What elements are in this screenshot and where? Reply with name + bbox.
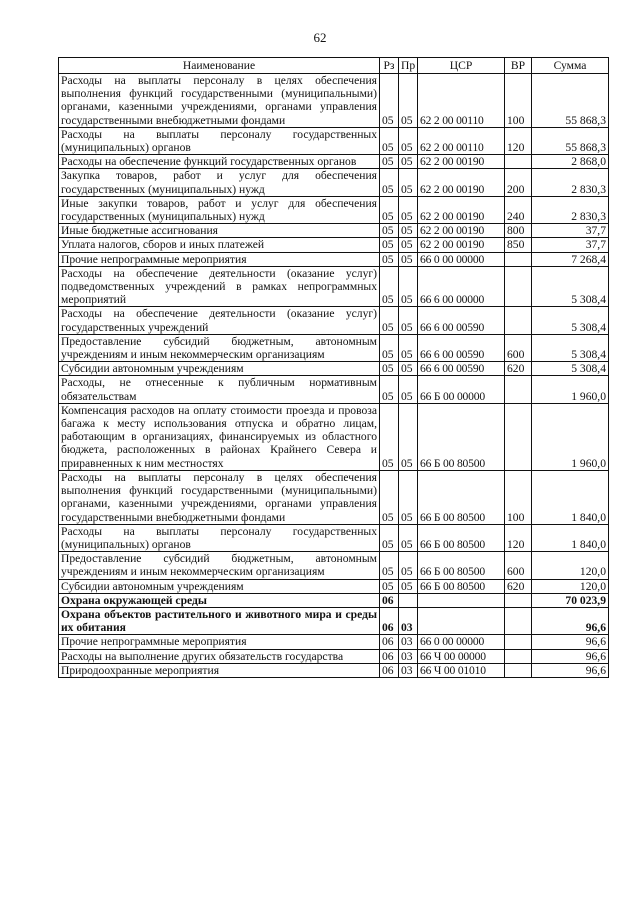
row-csr: 66 Б 00 80500 — [418, 579, 505, 593]
table-row — [59, 663, 609, 677]
table-row — [59, 593, 609, 607]
row-sum: 96,6 — [532, 607, 609, 634]
table-row — [59, 649, 609, 663]
row-csr: 62 2 00 00110 — [418, 74, 505, 128]
row-vr: 620 — [505, 579, 532, 593]
row-pr: 05 — [399, 334, 418, 361]
row-name: Расходы на обеспечение функций государственных органов — [59, 155, 380, 169]
row-pr: 05 — [399, 579, 418, 593]
row-sum: 96,6 — [532, 635, 609, 649]
row-vr — [505, 403, 532, 470]
row-csr: 62 2 00 00190 — [418, 169, 505, 196]
row-sum: 96,6 — [532, 649, 609, 663]
row-pr: 03 — [399, 607, 418, 634]
row-vr — [505, 649, 532, 663]
row-pr: 03 — [399, 649, 418, 663]
table-row — [59, 74, 609, 128]
row-pr: 05 — [399, 376, 418, 403]
table-row — [59, 524, 609, 551]
row-sum: 1 960,0 — [532, 376, 609, 403]
table-row — [59, 635, 609, 649]
header-vr: ВР — [505, 58, 532, 74]
table-row — [59, 552, 609, 579]
row-name: Компенсация расходов на оплату стоимости проезда и провоза багажа к месту использования отпуска и обратно лицам, работающим в организациях, финансируемых из областного бюджета, расположенных в районах Крайнего Севера и приравненных к ним местностях — [59, 403, 380, 470]
row-pr: 05 — [399, 470, 418, 524]
row-rz: 05 — [380, 74, 399, 128]
row-vr: 600 — [505, 552, 532, 579]
row-vr: 200 — [505, 169, 532, 196]
table-row — [59, 607, 609, 634]
row-csr: 62 2 00 00190 — [418, 155, 505, 169]
row-sum: 1 960,0 — [532, 403, 609, 470]
row-name: Расходы на выплаты персоналу в целях обеспечения выполнения функций государственными (муниципальными) органами, казенными учреждениями, органами управления государственными внебюджетными фондами — [59, 74, 380, 128]
row-pr — [399, 593, 418, 607]
row-vr — [505, 607, 532, 634]
table-body — [59, 74, 609, 678]
row-sum: 120,0 — [532, 552, 609, 579]
row-csr: 66 Б 00 80500 — [418, 552, 505, 579]
table-row — [59, 403, 609, 470]
row-sum: 55 868,3 — [532, 127, 609, 154]
row-name: Расходы на выполнение других обязательств государства — [59, 649, 380, 663]
row-name: Расходы на обеспечение деятельности (оказание услуг) государственных учреждений — [59, 307, 380, 334]
row-vr: 600 — [505, 334, 532, 361]
row-sum: 1 840,0 — [532, 524, 609, 551]
row-vr: 120 — [505, 524, 532, 551]
row-sum: 7 268,4 — [532, 252, 609, 266]
row-rz: 05 — [380, 470, 399, 524]
row-name: Расходы, не отнесенные к публичным нормативным обязательствам — [59, 376, 380, 403]
row-csr: 66 6 00 00590 — [418, 307, 505, 334]
row-sum: 5 308,4 — [532, 334, 609, 361]
row-name: Охрана окружающей среды — [59, 593, 380, 607]
row-pr: 05 — [399, 127, 418, 154]
row-sum: 5 308,4 — [532, 362, 609, 376]
row-rz: 05 — [380, 196, 399, 223]
row-rz: 05 — [380, 524, 399, 551]
row-name: Иные закупки товаров, работ и услуг для обеспечения государственных (муниципальных) нужд — [59, 196, 380, 223]
row-name: Предоставление субсидий бюджетным, автономным учреждениям и иным некоммерческим организациям — [59, 334, 380, 361]
row-rz: 06 — [380, 593, 399, 607]
table-row — [59, 376, 609, 403]
row-rz: 05 — [380, 155, 399, 169]
row-vr: 620 — [505, 362, 532, 376]
row-csr: 62 2 00 00190 — [418, 224, 505, 238]
budget-table — [58, 57, 609, 678]
row-name: Субсидии автономным учреждениям — [59, 579, 380, 593]
row-pr: 05 — [399, 252, 418, 266]
table-row — [59, 266, 609, 307]
row-pr: 05 — [399, 266, 418, 307]
row-pr: 03 — [399, 663, 418, 677]
row-rz: 06 — [380, 635, 399, 649]
row-pr: 05 — [399, 74, 418, 128]
row-name: Расходы на выплаты персоналу государственных (муниципальных) органов — [59, 127, 380, 154]
table-row — [59, 307, 609, 334]
row-rz: 05 — [380, 403, 399, 470]
row-csr: 66 0 00 00000 — [418, 252, 505, 266]
table-row — [59, 224, 609, 238]
page-number: 62 — [313, 30, 327, 45]
row-rz: 05 — [380, 252, 399, 266]
row-sum: 2 868,0 — [532, 155, 609, 169]
row-rz: 05 — [380, 238, 399, 252]
table-row — [59, 127, 609, 154]
table-header-row — [59, 58, 609, 74]
row-name: Прочие непрограммные мероприятия — [59, 635, 380, 649]
row-pr: 05 — [399, 307, 418, 334]
header-sum: Сумма — [532, 58, 609, 74]
row-vr: 100 — [505, 74, 532, 128]
row-sum: 2 830,3 — [532, 169, 609, 196]
header-csr: ЦСР — [418, 58, 505, 74]
row-csr: 66 Б 00 00000 — [418, 376, 505, 403]
row-rz: 05 — [380, 127, 399, 154]
row-name: Закупка товаров, работ и услуг для обеспечения государственных (муниципальных) нужд — [59, 169, 380, 196]
header-name: Наименование — [59, 58, 380, 74]
row-sum: 5 308,4 — [532, 307, 609, 334]
row-csr — [418, 607, 505, 634]
row-name: Субсидии автономным учреждениям — [59, 362, 380, 376]
row-name: Расходы на обеспечение деятельности (оказание услуг) подведомственных учреждений в рамках непрограммных мероприятий — [59, 266, 380, 307]
row-vr: 100 — [505, 470, 532, 524]
row-sum: 37,7 — [532, 224, 609, 238]
row-sum: 1 840,0 — [532, 470, 609, 524]
row-name: Охрана объектов растительного и животного мира и среды их обитания — [59, 607, 380, 634]
row-csr: 66 6 00 00590 — [418, 334, 505, 361]
row-rz: 05 — [380, 552, 399, 579]
row-pr: 03 — [399, 635, 418, 649]
row-name: Прочие непрограммные мероприятия — [59, 252, 380, 266]
row-csr: 62 2 00 00110 — [418, 127, 505, 154]
row-sum: 55 868,3 — [532, 74, 609, 128]
row-pr: 05 — [399, 224, 418, 238]
table-row — [59, 155, 609, 169]
row-name: Расходы на выплаты персоналу государственных (муниципальных) органов — [59, 524, 380, 551]
row-vr: 800 — [505, 224, 532, 238]
row-name: Предоставление субсидий бюджетным, автономным учреждениям и иным некоммерческим организациям — [59, 552, 380, 579]
row-sum: 5 308,4 — [532, 266, 609, 307]
row-pr: 05 — [399, 238, 418, 252]
row-pr: 05 — [399, 403, 418, 470]
row-rz: 05 — [380, 224, 399, 238]
row-pr: 05 — [399, 169, 418, 196]
row-name: Иные бюджетные ассигнования — [59, 224, 380, 238]
row-rz: 05 — [380, 376, 399, 403]
row-csr: 66 0 00 00000 — [418, 635, 505, 649]
row-pr: 05 — [399, 155, 418, 169]
row-pr: 05 — [399, 524, 418, 551]
table-row — [59, 252, 609, 266]
row-csr: 66 6 00 00000 — [418, 266, 505, 307]
row-vr — [505, 252, 532, 266]
row-rz: 06 — [380, 649, 399, 663]
row-sum: 70 023,9 — [532, 593, 609, 607]
row-rz: 05 — [380, 579, 399, 593]
table-row — [59, 579, 609, 593]
table-row — [59, 238, 609, 252]
row-csr: 62 2 00 00190 — [418, 196, 505, 223]
row-pr: 05 — [399, 196, 418, 223]
row-rz: 05 — [380, 334, 399, 361]
header-rz: Рз — [380, 58, 399, 74]
row-csr: 66 6 00 00590 — [418, 362, 505, 376]
row-name: Расходы на выплаты персоналу в целях обеспечения выполнения функций государственными (муниципальными) органами, казенными учреждениями, органами управления государственными внебюджетными фондами — [59, 470, 380, 524]
row-rz: 05 — [380, 362, 399, 376]
row-sum: 2 830,3 — [532, 196, 609, 223]
row-vr — [505, 307, 532, 334]
row-rz: 06 — [380, 663, 399, 677]
row-vr — [505, 376, 532, 403]
row-pr: 05 — [399, 552, 418, 579]
row-csr: 62 2 00 00190 — [418, 238, 505, 252]
table-row — [59, 196, 609, 223]
row-pr: 05 — [399, 362, 418, 376]
row-vr: 850 — [505, 238, 532, 252]
table-row — [59, 169, 609, 196]
row-name: Уплата налогов, сборов и иных платежей — [59, 238, 380, 252]
row-vr — [505, 635, 532, 649]
row-csr: 66 Ч 00 00000 — [418, 649, 505, 663]
row-vr: 240 — [505, 196, 532, 223]
row-vr — [505, 155, 532, 169]
row-rz: 05 — [380, 169, 399, 196]
table-row — [59, 470, 609, 524]
row-vr — [505, 593, 532, 607]
row-vr — [505, 266, 532, 307]
row-csr — [418, 593, 505, 607]
row-sum: 96,6 — [532, 663, 609, 677]
row-csr: 66 Б 00 80500 — [418, 524, 505, 551]
row-name: Природоохранные мероприятия — [59, 663, 380, 677]
row-rz: 06 — [380, 607, 399, 634]
row-vr: 120 — [505, 127, 532, 154]
header-pr: Пр — [399, 58, 418, 74]
row-csr: 66 Ч 00 01010 — [418, 663, 505, 677]
row-sum: 37,7 — [532, 238, 609, 252]
table-row — [59, 334, 609, 361]
table-row — [59, 362, 609, 376]
row-csr: 66 Б 00 80500 — [418, 470, 505, 524]
row-rz: 05 — [380, 307, 399, 334]
row-vr — [505, 663, 532, 677]
row-rz: 05 — [380, 266, 399, 307]
row-sum: 120,0 — [532, 579, 609, 593]
row-csr: 66 Б 00 80500 — [418, 403, 505, 470]
